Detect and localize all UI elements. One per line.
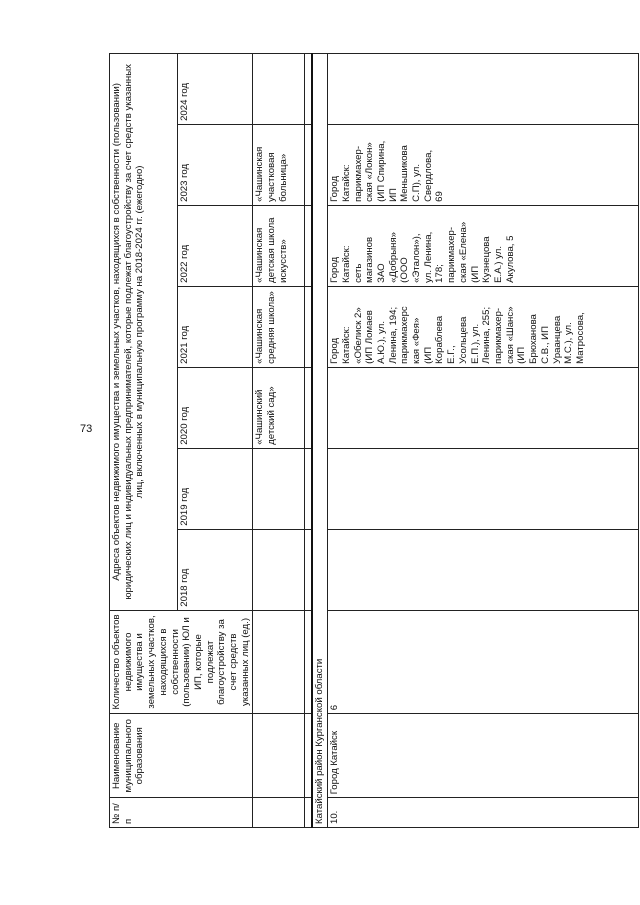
cell-2020 <box>328 367 639 448</box>
region-heading: Катайский район Курганской области <box>312 54 327 828</box>
header-count: Количество объектов недвижимого имущества и земельных участков, находящихся в собственности (пользовании) ЮЛ и ИП, которые подлежат благоустройству за счет средств указанных лиц (ед.) <box>110 610 253 714</box>
cell-2018 <box>253 529 305 610</box>
header-year-2021: 2021 год <box>178 286 253 367</box>
region-row <box>312 54 327 828</box>
separator-row <box>305 54 313 828</box>
header-year-2020: 2020 год <box>178 367 253 448</box>
cell-2019 <box>328 448 639 529</box>
cell-count <box>253 610 305 714</box>
cell-2023: «Чашинская участковая больница» <box>253 124 305 205</box>
header-num: № п/п <box>110 798 253 828</box>
cell-2024 <box>328 54 639 125</box>
cell-2021: «Чашинская средняя школа» <box>253 286 305 367</box>
header-addresses: Адреса объектов недвижимого имущества и земельных участков, находящихся в собственности (пользовании) юридических лиц и индивидуальных предпринимателей, которые подлежат благоустройству за счет средств указанных лиц, включенных в муниципальную программу на 2018-2024 гг. (ежегодно) <box>110 54 178 611</box>
cell-num <box>253 798 305 828</box>
header-year-2022: 2022 год <box>178 205 253 286</box>
page-number: 73 <box>80 423 93 435</box>
cell-num: 10. <box>328 798 639 828</box>
cell-2024 <box>253 54 305 125</box>
header-name: Наименование муниципального образования <box>110 714 253 798</box>
table-row <box>253 54 305 828</box>
objects-table <box>109 53 639 828</box>
cell-2018 <box>328 529 639 610</box>
header-year-2024: 2024 год <box>178 54 253 125</box>
header-year-2019: 2019 год <box>178 448 253 529</box>
header-row <box>110 54 178 828</box>
cell-2022: «Чашинская детская школа искусств» <box>253 205 305 286</box>
cell-name <box>253 714 305 798</box>
cell-name: Город Катайск <box>328 714 639 798</box>
header-year-2023: 2023 год <box>178 124 253 205</box>
cell-2019 <box>253 448 305 529</box>
cell-2020: «Чашинский детский сад» <box>253 367 305 448</box>
cell-count: 6 <box>328 610 639 714</box>
table-row <box>328 54 639 828</box>
cell-2021: Город Катайск: «Обелиск 2» (ИП Ломаев А.Ю.), ул. Ленина, 194; парикмахерс кая «Фея» (ИП Кораблева Е.Г., Усольцева Е.П.), ул. Ленина, 255; парикмахер- ская «Шанс» (ИП Брюханова С.В., ИП Ураанцева М.С.), ул. Матросова, <box>328 286 639 367</box>
cell-2022: Город Катайск: сеть магазинов ЗАО «Добрыня» (ООО «Эталон»), ул. Ленина, 178; парикмахер- ская «Елена» (ИП Кузнецова Е.А.) ул. Акулова, 5 <box>328 205 639 286</box>
header-year-2018: 2018 год <box>178 529 253 610</box>
rotated-table-wrapper <box>109 53 604 828</box>
cell-2023: Город Катайск: парикмахер- ская «Локон» (ИП Спирина, ИП Меньшикова С.П), ул. Свердлова, 69 <box>328 124 639 205</box>
